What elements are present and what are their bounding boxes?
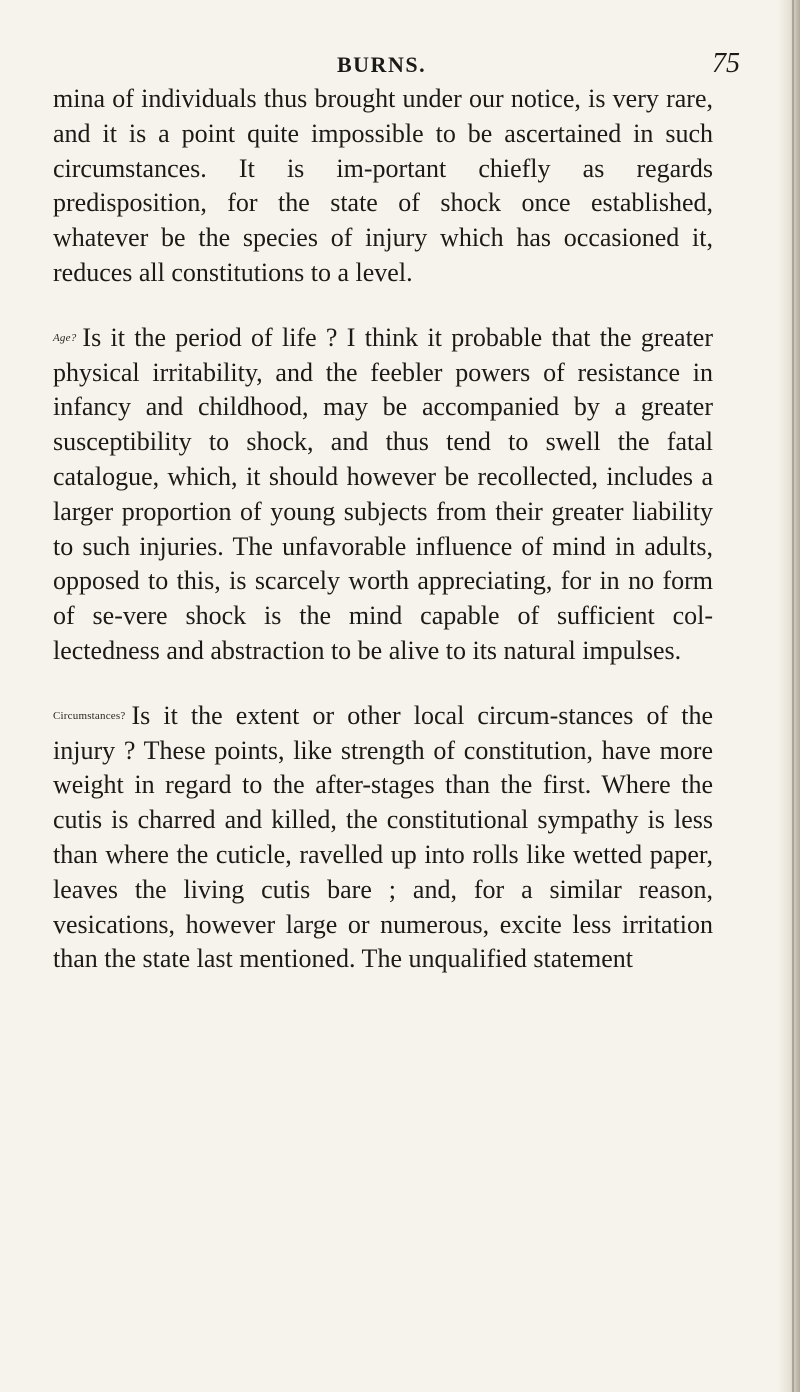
paragraph-3 (53, 699, 713, 977)
running-head-title: BURNS. (337, 52, 427, 77)
paragraph-1-text: mina of individuals thus brought under our notice, is very rare, and it is a point quite impossible to be ascertained in such circumstances. It is im-portant chiefly as regards predisposition, for the state of shock once established, whatever be the species of injury which has occasioned it, reduces all constitutions to a level. (53, 84, 713, 287)
side-note-age: Age? (53, 331, 77, 344)
paragraph-1 (53, 82, 713, 291)
page-number: 75 (712, 48, 740, 79)
paragraph-3-text: Is it the extent or other local circum-stances of the injury ? These points, like strength of constitution, have more weight in regard to the after-stages than the first. Where the cutis is charred and killed, the constitutional sympathy is less than where the cuticle, ravelled up into rolls like wetted paper, leaves the living cutis bare ; and, for a similar reason, vesications, however large or numerous, excite less irritation than the state last mentioned. The unqualified statement (53, 700, 713, 974)
paragraph-2 (53, 321, 713, 669)
page-edge-line (792, 0, 794, 1392)
page-edge-shadow (778, 0, 800, 1392)
paragraph-2-text: Is it the period of life ? I think it probable that the greater physical irritability, and the feebler powers of resistance in infancy and childhood, may be accompanied by a greater susceptibility to shock, and thus tend to swell the fatal catalogue, which, it should however be recollected, includes a larger proportion of young subjects from their greater liability to such injuries. The unfavorable influence of mind in adults, opposed to this, is scarcely worth appreciating, for in no form of se-vere shock is the mind capable of sufficient col-lectedness and abstraction to be alive to its natural impulses. (53, 322, 713, 665)
side-note-circumstances: Circumstances? (53, 709, 126, 722)
body-text (53, 82, 713, 977)
